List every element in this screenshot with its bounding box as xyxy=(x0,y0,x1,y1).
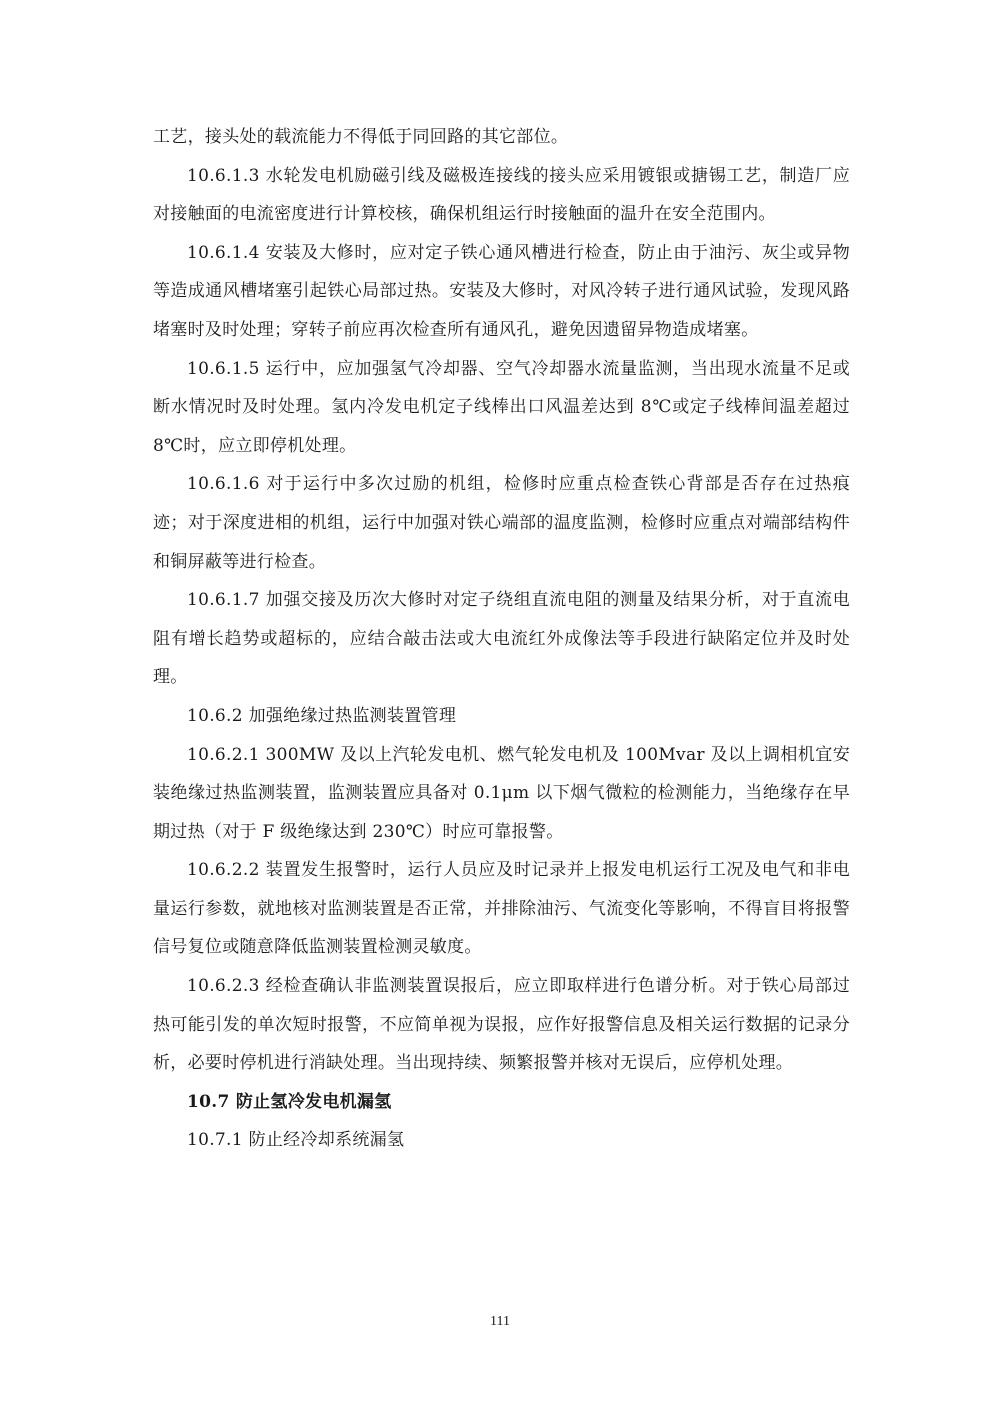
subsection-heading-10-6-2: 10.6.2 加强绝缘过热监测装置管理 xyxy=(187,705,457,726)
paragraph-10-6-1-4: 10.6.1.4 安装及大修时，应对定子铁心通风槽进行检查，防止由于油污、灰尘或异物等造成通风槽堵塞引起铁心局部过热。安装及大修时，对风冷转子进行通风试验，发现风路堵塞时及时处理；穿转子前应再次检查所有通风孔，避免因遗留异物造成堵塞。 xyxy=(153,242,850,340)
paragraph-10-6-2-3: 10.6.2.3 经检查确认非监测装置误报后，应立即取样进行色谱分析。对于铁心局部过热可能引发的单次短时报警，不应简单视为误报，应作好报警信息及相关运行数据的记录分析，必要时停机进行消缺处理。当出现持续、频繁报警并核对无误后，应停机处理。 xyxy=(153,976,850,1074)
paragraph-10-6-1-6: 10.6.1.6 对于运行中多次过励的机组，检修时应重点检查铁心背部是否存在过热痕迹；对于深度进相的机组，运行中加强对铁心端部的温度监测，检修时应重点对端部结构件和铜屏蔽等进行检查。 xyxy=(153,474,850,572)
paragraph-continuation: 工艺，接头处的载流能力不得低于同回路的其它部位。 xyxy=(153,127,569,147)
paragraph-10-6-2-1: 10.6.2.1 300MW 及以上汽轮发电机、燃气轮发电机及 100Mvar 及以上调相机宜安装绝缘过热监测装置，监测装置应具备对 0.1μm 以下烟气微粒的检测能力，当绝缘存在早期过热（对于 F 级绝缘达到 230℃）时应可靠报警。 xyxy=(153,744,850,842)
paragraph-10-6-2-2: 10.6.2.2 装置发生报警时，运行人员应及时记录并上报发电机运行工况及电气和非电量运行参数，就地核对监测装置是否正常，并排除油污、气流变化等影响，不得盲目将报警信号复位或随意降低监测装置检测灵敏度。 xyxy=(153,860,850,958)
page-number: 111 xyxy=(490,1314,510,1329)
section-heading-10-7: 10.7 防止氢冷发电机漏氢 xyxy=(187,1091,392,1112)
paragraph-10-6-1-5: 10.6.1.5 运行中，应加强氢气冷却器、空气冷却器水流量监测，当出现水流量不足或断水情况时及时处理。氢内冷发电机定子线棒出口风温差达到 8℃或定子线棒间温差超过 8℃时，应立即停机处理。 xyxy=(153,358,850,456)
paragraph-10-6-1-7: 10.6.1.7 加强交接及历次大修时对定子绕组直流电阻的测量及结果分析，对于直流电阻有增长趋势或超标的，应结合敲击法或大电流红外成像法等手段进行缺陷定位并及时处理。 xyxy=(153,590,850,688)
body-text xyxy=(153,118,850,1160)
paragraph-10-6-1-3: 10.6.1.3 水轮发电机励磁引线及磁极连接线的接头应采用镀银或搪锡工艺，制造厂应对接触面的电流密度进行计算校核，确保机组运行时接触面的温升在安全范围内。 xyxy=(153,165,850,225)
subsection-heading-10-7-1: 10.7.1 防止经冷却系统漏氢 xyxy=(187,1130,405,1151)
